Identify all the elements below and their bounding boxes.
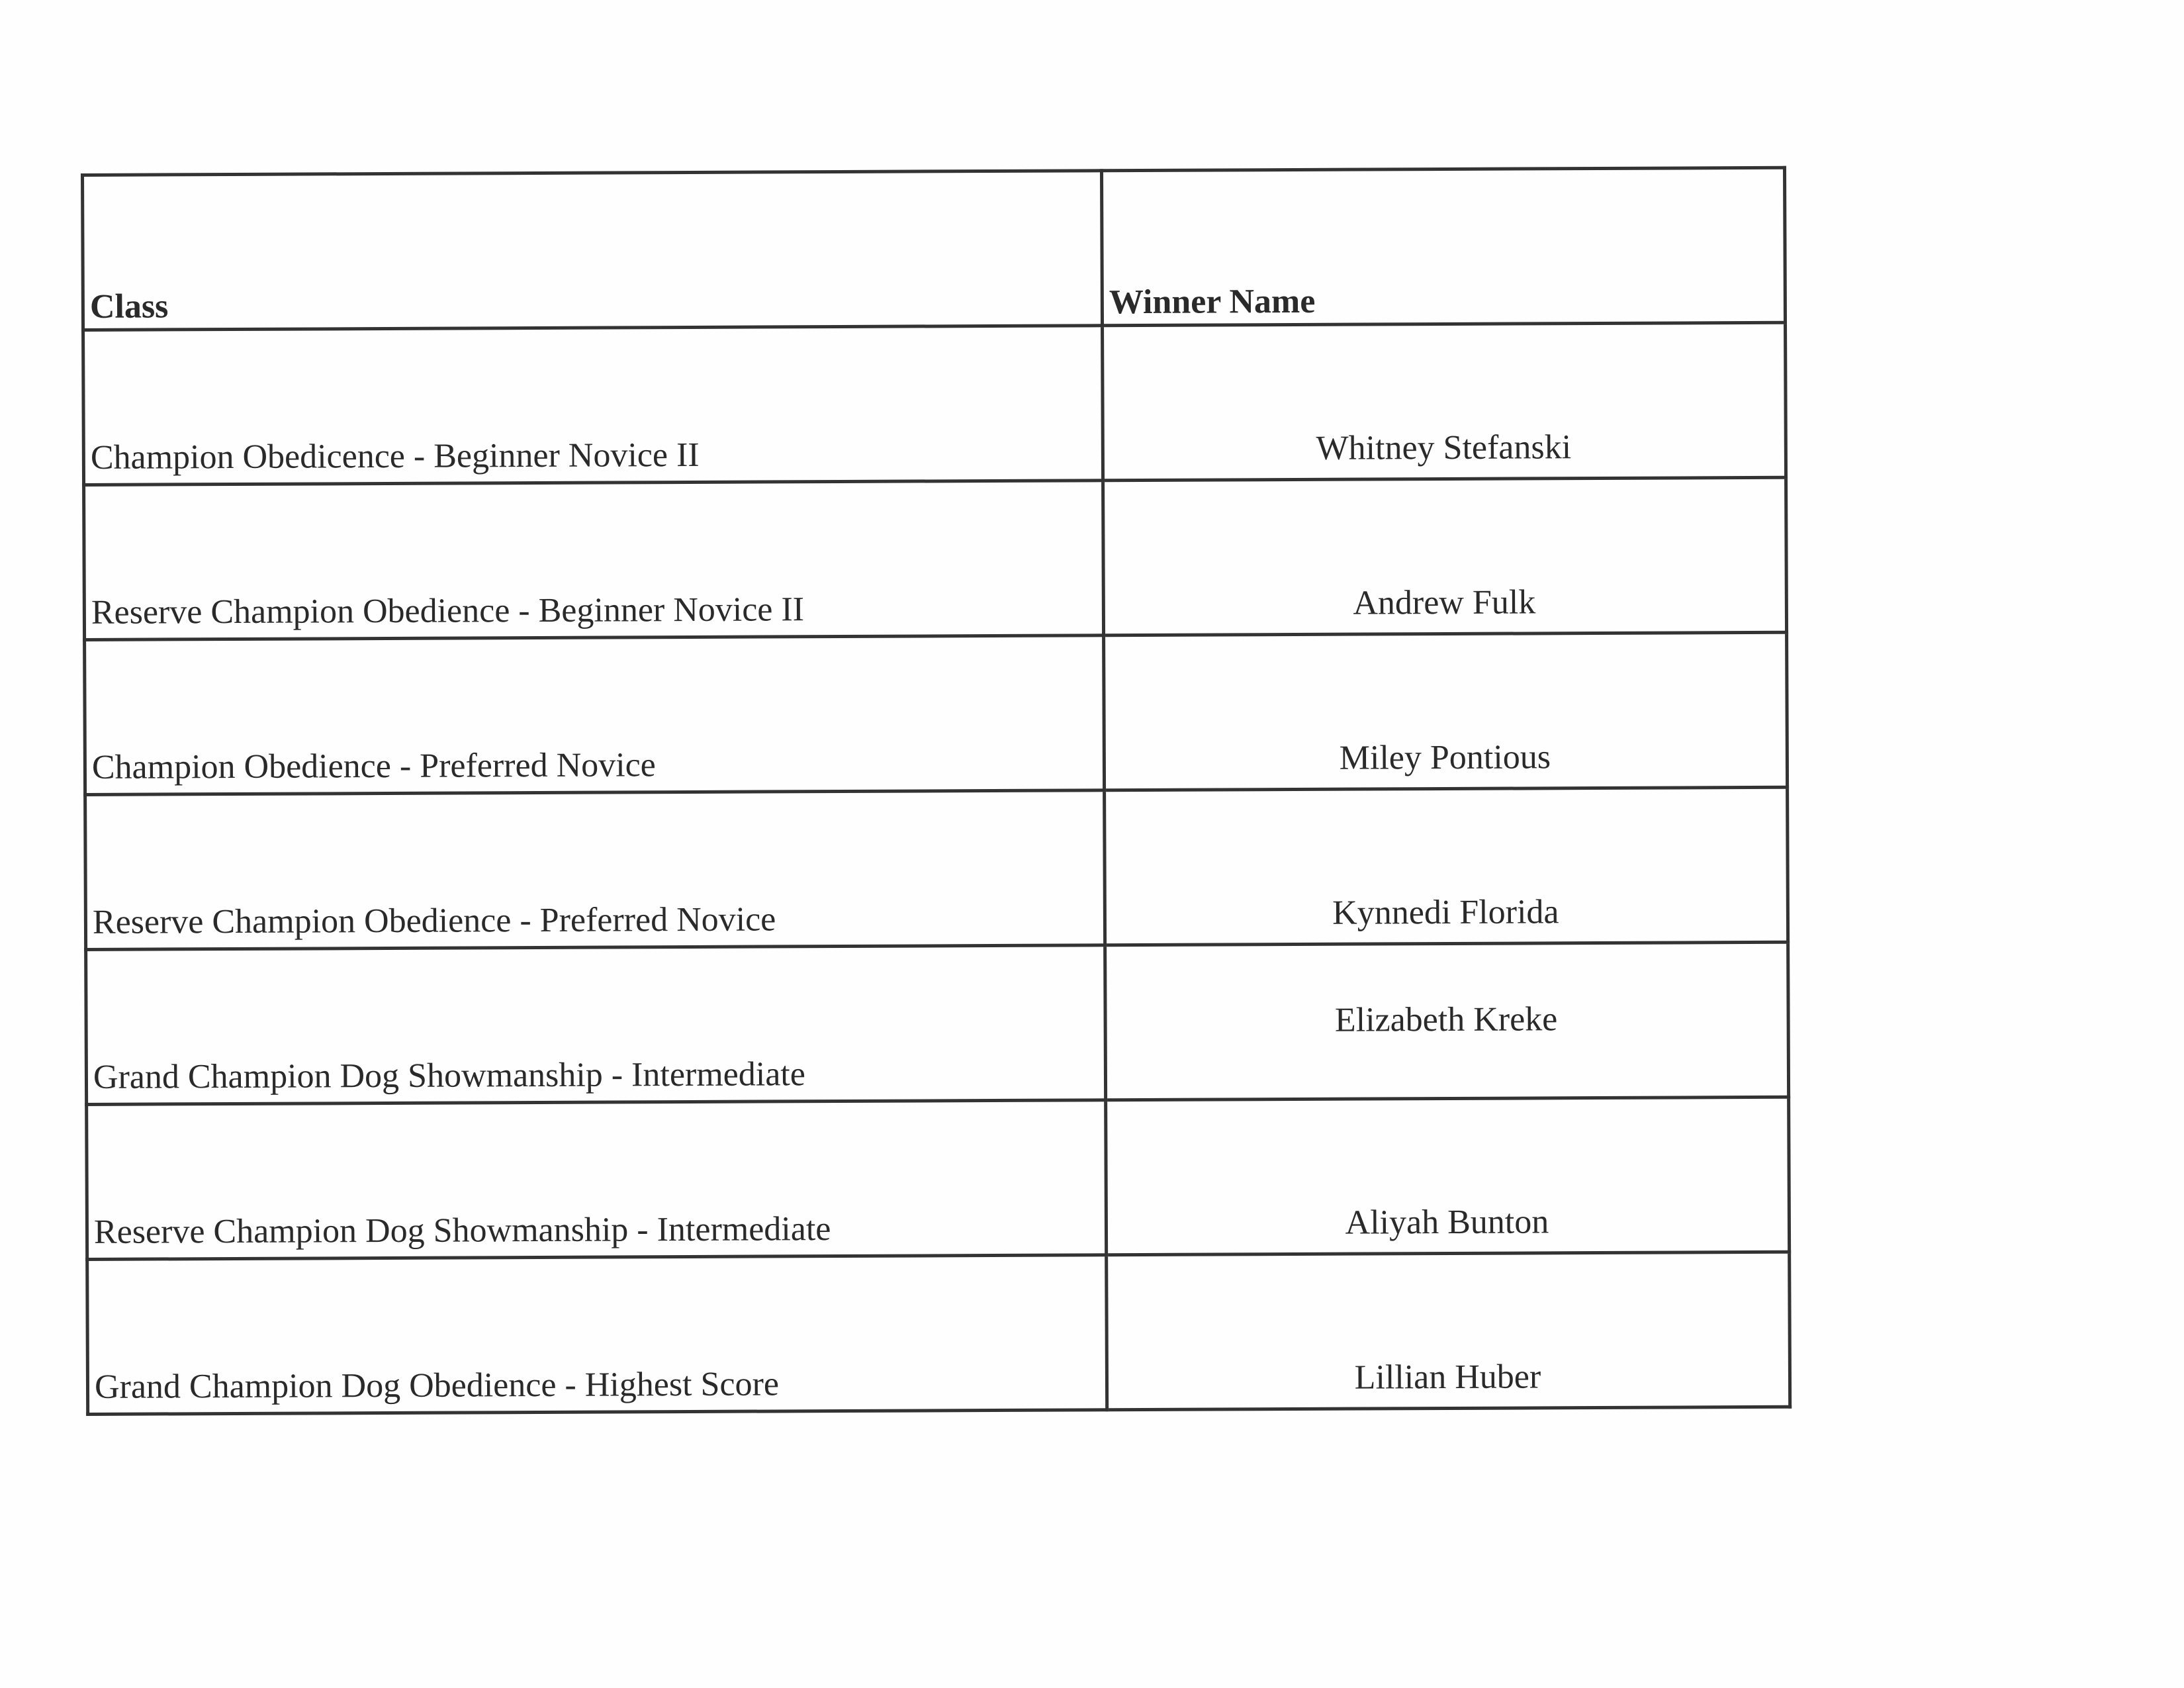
class-cell: Reserve Champion Obedience - Preferred Novice xyxy=(85,790,1105,950)
class-cell: Champion Obedicence - Beginner Novice II xyxy=(83,326,1103,485)
table-header xyxy=(83,167,1786,330)
table-row xyxy=(83,322,1786,485)
table-row xyxy=(86,942,1789,1104)
winner-cell: Aliyah Bunton xyxy=(1106,1097,1790,1255)
class-cell: Reserve Champion Obedience - Beginner Novice II xyxy=(84,481,1104,640)
table-row xyxy=(87,1097,1790,1259)
class-column-header: Class xyxy=(83,171,1103,330)
table-body xyxy=(83,322,1790,1414)
table-row xyxy=(85,787,1788,949)
class-cell: Grand Champion Dog Obedience - Highest Score xyxy=(87,1255,1107,1415)
winner-cell: Whitney Stefanski xyxy=(1103,322,1786,481)
winner-cell: Elizabeth Kreke xyxy=(1105,942,1789,1100)
table-row xyxy=(87,1252,1790,1414)
winner-cell: Miley Pontious xyxy=(1104,632,1788,790)
class-cell: Champion Obedience - Preferred Novice xyxy=(85,635,1105,795)
winner-cell: Andrew Fulk xyxy=(1103,477,1787,635)
winner-cell: Lillian Huber xyxy=(1107,1252,1790,1410)
winner-cell: Kynnedi Florida xyxy=(1105,787,1788,945)
class-cell: Reserve Champion Dog Showmanship - Intermediate xyxy=(87,1100,1107,1260)
table-row xyxy=(84,477,1787,639)
winners-table xyxy=(81,166,1792,1416)
table-row xyxy=(85,632,1788,794)
class-cell: Grand Champion Dog Showmanship - Intermediate xyxy=(86,945,1106,1105)
winner-column-header: Winner Name xyxy=(1101,167,1785,326)
header-row xyxy=(83,167,1786,330)
